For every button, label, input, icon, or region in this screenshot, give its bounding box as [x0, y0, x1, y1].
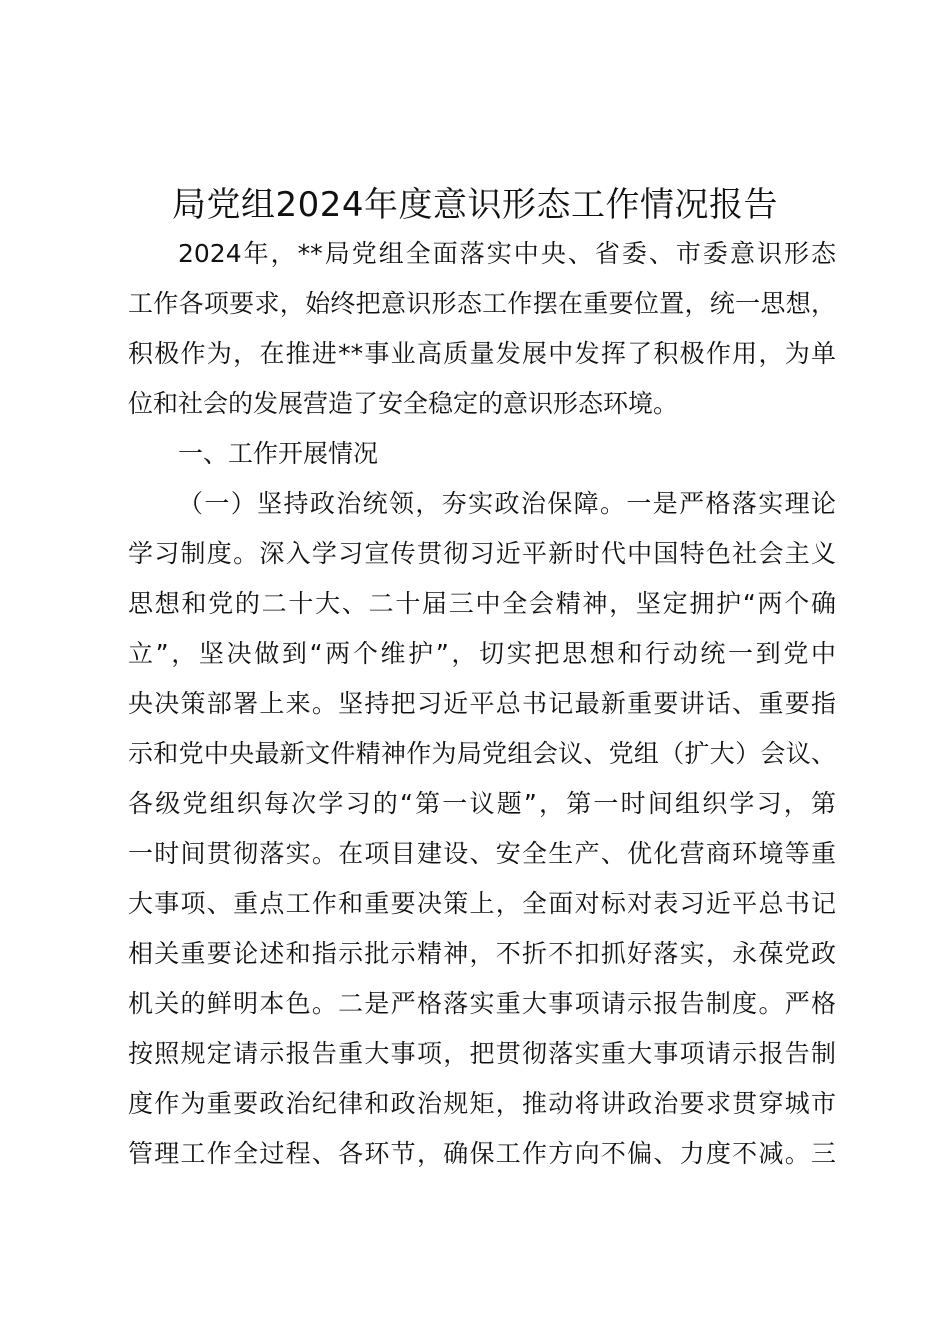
- text-line: 位和社会的发展营造了安全稳定的意识形态环境。: [128, 389, 679, 418]
- text-line: 各级党组织每次学习的“第一议题”，第一时间组织学习，第: [128, 789, 836, 818]
- text-line: （一）坚持政治统领，夯实政治保障。一是严格落实理论: [178, 489, 836, 518]
- text-line: 立”，坚决做到“两个维护”，切实把思想和行动统一到党中: [128, 639, 836, 668]
- text-line: 2024年，**局党组全面落实中央、省委、市委意识形态: [178, 239, 836, 268]
- text-line: 示和党中央最新文件精神作为局党组会议、党组（扩大）会议、: [128, 739, 836, 768]
- document-title: 局党组2024年度意识形态工作情况报告: [171, 185, 779, 225]
- text-line: 相关重要论述和指示批示精神，不折不扣抓好落实，永葆党政: [128, 939, 836, 968]
- intro-paragraph: [128, 229, 836, 429]
- section-heading: 一、工作开展情况: [178, 439, 379, 468]
- text-line: 思想和党的二十大、二十届三中全会精神，坚定拥护“两个确: [128, 589, 836, 618]
- text-line: 机关的鲜明本色。二是严格落实重大事项请示报告制度。严格: [128, 989, 836, 1018]
- text-line: 度作为重要政治纪律和政治规矩，推动将讲政治要求贯穿城市: [128, 1089, 836, 1118]
- section-paragraph: [128, 479, 836, 1179]
- text-line: 一时间贯彻落实。在项目建设、安全生产、优化营商环境等重: [128, 839, 836, 868]
- section-heading-block: [128, 429, 836, 479]
- text-line: 管理工作全过程、各环节，确保工作方向不偏、力度不减。三: [128, 1139, 836, 1168]
- text-line: 工作各项要求，始终把意识形态工作摆在重要位置，统一思想，: [128, 289, 836, 318]
- text-line: 积极作为，在推进**事业高质量发展中发挥了积极作用，为单: [128, 339, 836, 368]
- text-line: 央决策部署上来。坚持把习近平总书记最新重要讲话、重要指: [128, 689, 836, 718]
- text-line: 大事项、重点工作和重要决策上，全面对标对表习近平总书记: [128, 889, 836, 918]
- text-line: 学习制度。深入学习宣传贯彻习近平新时代中国特色社会主义: [128, 539, 836, 568]
- text-line: 按照规定请示报告重大事项，把贯彻落实重大事项请示报告制: [128, 1039, 836, 1068]
